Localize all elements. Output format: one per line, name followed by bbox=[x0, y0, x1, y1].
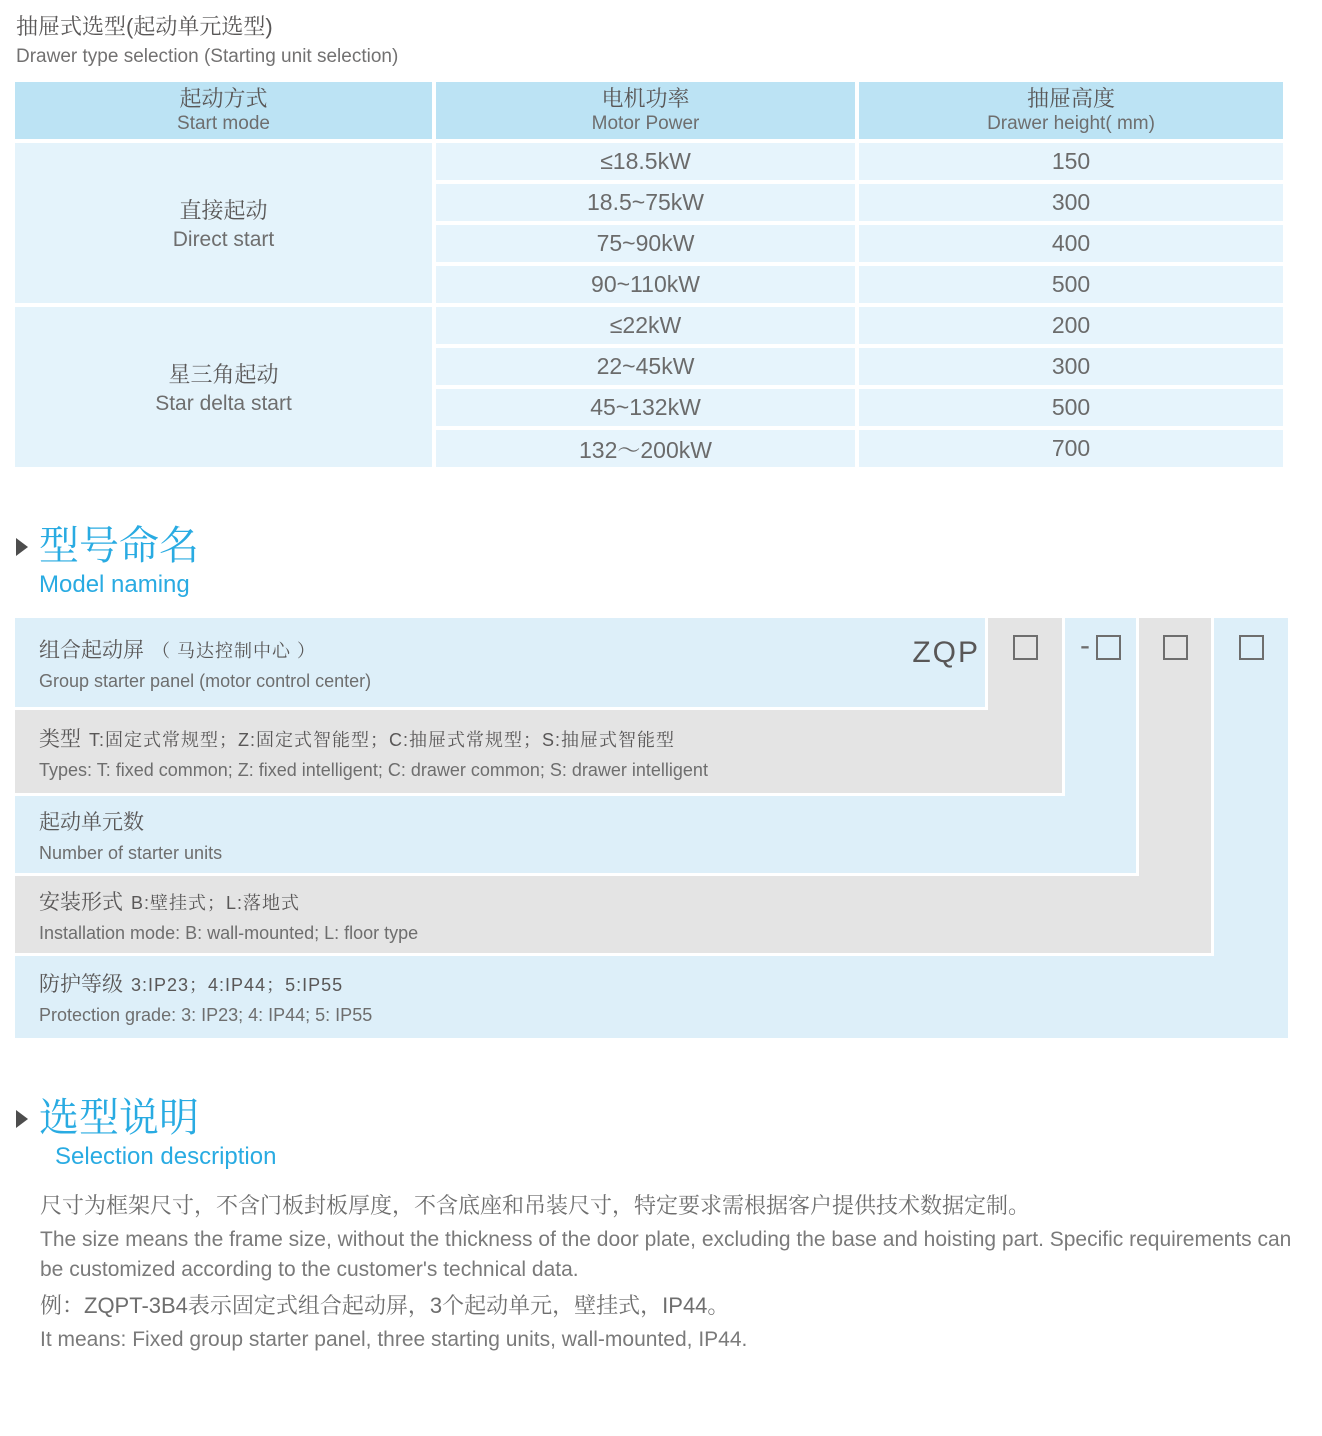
diagram-row-label: 安装形式 bbox=[39, 890, 123, 914]
section-arrow-icon bbox=[16, 1110, 28, 1128]
slot-content bbox=[1163, 635, 1188, 660]
section-title-en: Model naming bbox=[39, 571, 190, 598]
diagram-row-starter-units bbox=[15, 796, 1136, 873]
code-slot-installation bbox=[1139, 618, 1211, 953]
cell-height: 500 bbox=[859, 266, 1283, 303]
page-title-cn: 抽屉式选型(起动单元选型) bbox=[16, 14, 273, 39]
col-header-drawer-height bbox=[859, 82, 1283, 139]
model-naming-diagram bbox=[15, 618, 1288, 1038]
diagram-row-note: 3:IP23；4:IP44；5:IP55 bbox=[131, 975, 344, 995]
code-slot-starter-units bbox=[1065, 618, 1136, 873]
section-head-text bbox=[39, 524, 199, 599]
cell-power: 75~90kW bbox=[436, 225, 855, 262]
row-group-star-delta-start bbox=[15, 307, 432, 467]
code-slot-type bbox=[988, 618, 1062, 793]
cell-power: 132～200kW bbox=[436, 430, 855, 467]
cell-height: 150 bbox=[859, 143, 1283, 180]
col-header-en: Motor Power bbox=[591, 112, 700, 134]
diagram-row-en: Installation mode: B: wall-mounted; L: floor type bbox=[39, 922, 419, 943]
cell-power: 45~132kW bbox=[436, 389, 855, 426]
slot-content: - bbox=[1080, 635, 1121, 660]
cell-height: 300 bbox=[859, 184, 1283, 221]
placeholder-box-icon bbox=[1163, 635, 1188, 660]
diagram-row-en: Group starter panel (motor control center) bbox=[39, 670, 372, 691]
row-group-direct-start bbox=[15, 143, 432, 303]
diagram-row-en: Number of starter units bbox=[39, 842, 223, 863]
diagram-row-label: 防护等级 bbox=[39, 973, 123, 996]
cell-power: 22~45kW bbox=[436, 348, 855, 385]
col-header-en: Drawer height( mm) bbox=[987, 112, 1155, 134]
group-label-cn: 星三角起动 bbox=[168, 362, 279, 387]
slot-content bbox=[1239, 635, 1264, 660]
group-label-en: Star delta start bbox=[155, 392, 292, 415]
page-title-en: Drawer type selection (Starting unit selection) bbox=[16, 46, 399, 67]
col-header-motor-power bbox=[436, 82, 855, 139]
cell-power: ≤18.5kW bbox=[436, 143, 855, 180]
cell-height: 400 bbox=[859, 225, 1283, 262]
diagram-row-cn bbox=[39, 723, 1062, 753]
note-line-cn: 例：ZQPT-3B4表示固定式组合起动屏，3个起动单元，壁挂式，IP44。 bbox=[40, 1293, 730, 1318]
diagram-row-note: B:壁挂式；L:落地式 bbox=[131, 892, 301, 913]
cell-height: 500 bbox=[859, 389, 1283, 426]
diagram-row-type bbox=[15, 710, 1062, 793]
slot-content bbox=[1013, 635, 1038, 660]
group-label-en: Direct start bbox=[172, 228, 275, 251]
col-header-cn: 电机功率 bbox=[601, 86, 690, 112]
cell-power: 18.5~75kW bbox=[436, 184, 855, 221]
cell-height: 200 bbox=[859, 307, 1283, 344]
code-slot-protection bbox=[1214, 618, 1288, 1038]
diagram-row-installation bbox=[15, 876, 1211, 953]
cell-height: 300 bbox=[859, 348, 1283, 385]
diagram-row-cn bbox=[39, 886, 1211, 916]
section-title-cn: 选型说明 bbox=[39, 1096, 199, 1140]
diagram-row-cn bbox=[39, 806, 1136, 836]
diagram-row-label: 组合起动屏 bbox=[39, 638, 144, 662]
section-arrow-icon bbox=[16, 538, 28, 556]
col-header-start-mode bbox=[15, 82, 432, 139]
note-line-en: It means: Fixed group starter panel, three starting units, wall-mounted, IP44. bbox=[40, 1328, 748, 1351]
placeholder-box-icon bbox=[1096, 635, 1121, 660]
model-code: ZQP bbox=[912, 636, 980, 669]
diagram-row-note: （ 马达控制中心 ） bbox=[152, 640, 317, 661]
diagram-row-en: Protection grade: 3: IP23; 4: IP44; 5: IP55 bbox=[39, 1005, 373, 1025]
selection-notes bbox=[40, 1190, 1292, 1360]
diagram-row-label: 类型 bbox=[39, 727, 81, 751]
selection-description-section-head bbox=[16, 1096, 276, 1171]
diagram-row-note: T:固定式常规型；Z:固定式智能型；C:抽屉式常规型；S:抽屉式智能型 bbox=[89, 729, 676, 750]
diagram-row-cn bbox=[39, 968, 1288, 998]
cell-height: 700 bbox=[859, 430, 1283, 467]
section-head-text bbox=[39, 1096, 276, 1171]
model-naming-section-head bbox=[16, 524, 199, 599]
drawer-selection-table bbox=[15, 82, 1283, 467]
diagram-row-label: 起动单元数 bbox=[39, 810, 144, 834]
section-title-cn: 型号命名 bbox=[39, 524, 199, 568]
note-line-en: The size means the frame size, without the thickness of the door plate, excluding the base and hoisting part. Specific requirements can be customized according to the customer's technical data. bbox=[40, 1228, 1292, 1281]
section-title-en: Selection description bbox=[55, 1143, 277, 1170]
diagram-row-en: Types: T: fixed common; Z: fixed intelligent; C: drawer common; S: drawer intelligent bbox=[39, 759, 708, 780]
cell-power: 90~110kW bbox=[436, 266, 855, 303]
placeholder-box-icon bbox=[1239, 635, 1264, 660]
col-header-cn: 抽屉高度 bbox=[1026, 86, 1115, 112]
note-line-cn: 尺寸为框架尺寸，不含门板封板厚度，不含底座和吊装尺寸，特定要求需根据客户提供技术数据定制。 bbox=[40, 1193, 1031, 1218]
cell-power: ≤22kW bbox=[436, 307, 855, 344]
group-label-cn: 直接起动 bbox=[179, 198, 268, 223]
diagram-row-group-starter-panel bbox=[15, 618, 985, 707]
col-header-en: Start mode bbox=[177, 112, 270, 134]
placeholder-box-icon bbox=[1013, 635, 1038, 660]
col-header-cn: 起动方式 bbox=[179, 86, 268, 112]
diagram-row-protection bbox=[15, 956, 1288, 1038]
page-title bbox=[16, 10, 398, 68]
diagram-row-cn bbox=[39, 634, 985, 664]
